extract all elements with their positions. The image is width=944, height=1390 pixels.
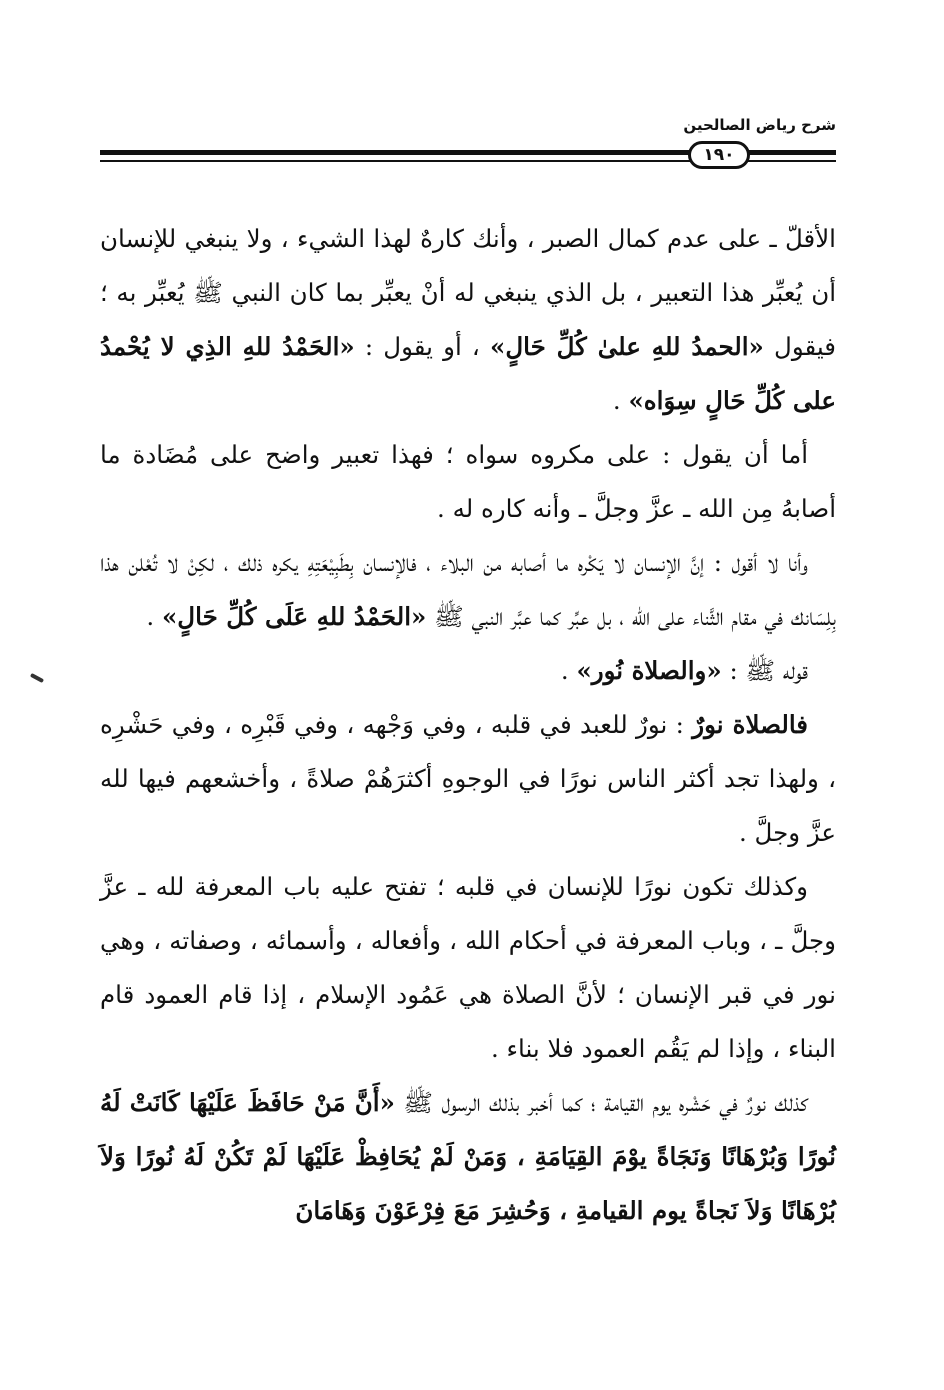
paragraph-text: .: [146, 602, 162, 631]
body-text: [100, 212, 836, 1238]
quoted-text: «الحَمْدُ للهِ عَلَى كُلِّ حَالٍ»: [161, 602, 427, 631]
paragraph-p7: [100, 1076, 836, 1238]
paragraph-text: ، أو يقول :: [354, 332, 490, 361]
paragraph-text: : نورٌ للعبد في قلبه ، وفي وَجْهه ، وفي قَبْرِه ، وفي حَشْرِه ، ولهذا تجد أكثر الناس نورًا في الوجوهِ أكثرَهُمْ صلاةً ، وأخشعهم فيها لله عزَّ وجلَّ .: [100, 710, 836, 847]
quoted-text: فالصلاة نورٌ: [692, 710, 808, 739]
paragraph-p5: [100, 698, 836, 860]
paragraph-text: .: [560, 656, 577, 685]
paragraph-text: أما أن يقول : على مكروه سواه ؛ فهذا تعبير واضح على مُضَادة ما أصابهُ مِن الله ـ عزَّ وجلَّ ـ وأنه كاره له .: [100, 440, 836, 523]
quoted-text: «والصلاة نُور»: [576, 656, 722, 685]
paragraph-text: وكذلك تكون نورًا للإنسان في قلبه ؛ تفتح عليه باب المعرفة لله ـ عزَّ وجلَّ ـ ، وباب المعرفة في أحكام الله ، وأفعاله ، وأسمائه ، وصفاته ، وهي نور في قبر الإنسان ؛ لأنَّ الصلاة هي عَمُود الإسلام ، إذا قام العمود قام البناء ، وإذا لم يَقُم العمود فلا بناء .: [100, 872, 836, 1063]
paragraph-text: كذلك نورٌ في حَشْره يوم القيامة ؛ كما أخبر بذلك الرسول ﷺ: [394, 1088, 808, 1117]
paragraph-text: قوله ﷺ :: [721, 656, 808, 685]
paragraph-p2: [100, 428, 836, 536]
quoted-text: «أَنَّ مَنْ حَافَظَ عَلَيْهَا كَانَتْ لَهُ نُورًا وَبُرْهَانًا وَنَجَاةً يوْمَ القِيَامَةِ ، وَمَنْ لَمْ يُحَافِظْ عَلَيْهَا لَمْ تَكُنْ لَهُ نُورًا وَلاَ بُرْهَانًا وَلاَ نَجاةً يوم القيامةِ ، وَحُشِرَ مَعَ فِرْعَوْنَ وَهَامَانَ: [100, 1088, 836, 1225]
quoted-text: «الحَمْدُ للهِ الذِي لا يُحْمدُ على كُلِّ حَالٍ سِوَاه»: [100, 332, 836, 415]
paragraph-text: .: [612, 386, 629, 415]
paragraph-p1: [100, 212, 836, 428]
page-number-badge: [688, 141, 750, 169]
scan-mark: [30, 673, 44, 683]
paragraph-p3: [100, 536, 836, 644]
quoted-text: «الحمدُ للهِ علىٰ كُلِّ حَالٍ»: [490, 332, 764, 361]
paragraph-text: الأقلّ ـ على عدم كمال الصبر ، وأنك كارهٌ لهذا الشيء ، ولا ينبغي للإنسان أن يُعبِّر هذا التعبير ، بل الذي ينبغي له أنْ يعبِّر بما كان النبي ﷺ يُعبِّر به ؛ فيقول: [100, 224, 836, 361]
paragraph-text: وأنا لا أقول : إنَّ الإنسان لا يَكْره ما أصابه من البلاء ، فالإنسان بِطَبِيْعَتِهِ يكره ذلك ، لكِنْ لا تُعْلن هذا بِلِسَانك في مقام الثَّناء على الله ، بل عبِّر كما عبَّر النبي ﷺ: [100, 548, 836, 631]
page-number: ١٩٠: [703, 144, 735, 165]
running-header-title: شرح رياض الصالحين: [683, 116, 836, 134]
paragraph-p6: [100, 860, 836, 1076]
paragraph-p4: [100, 644, 836, 698]
